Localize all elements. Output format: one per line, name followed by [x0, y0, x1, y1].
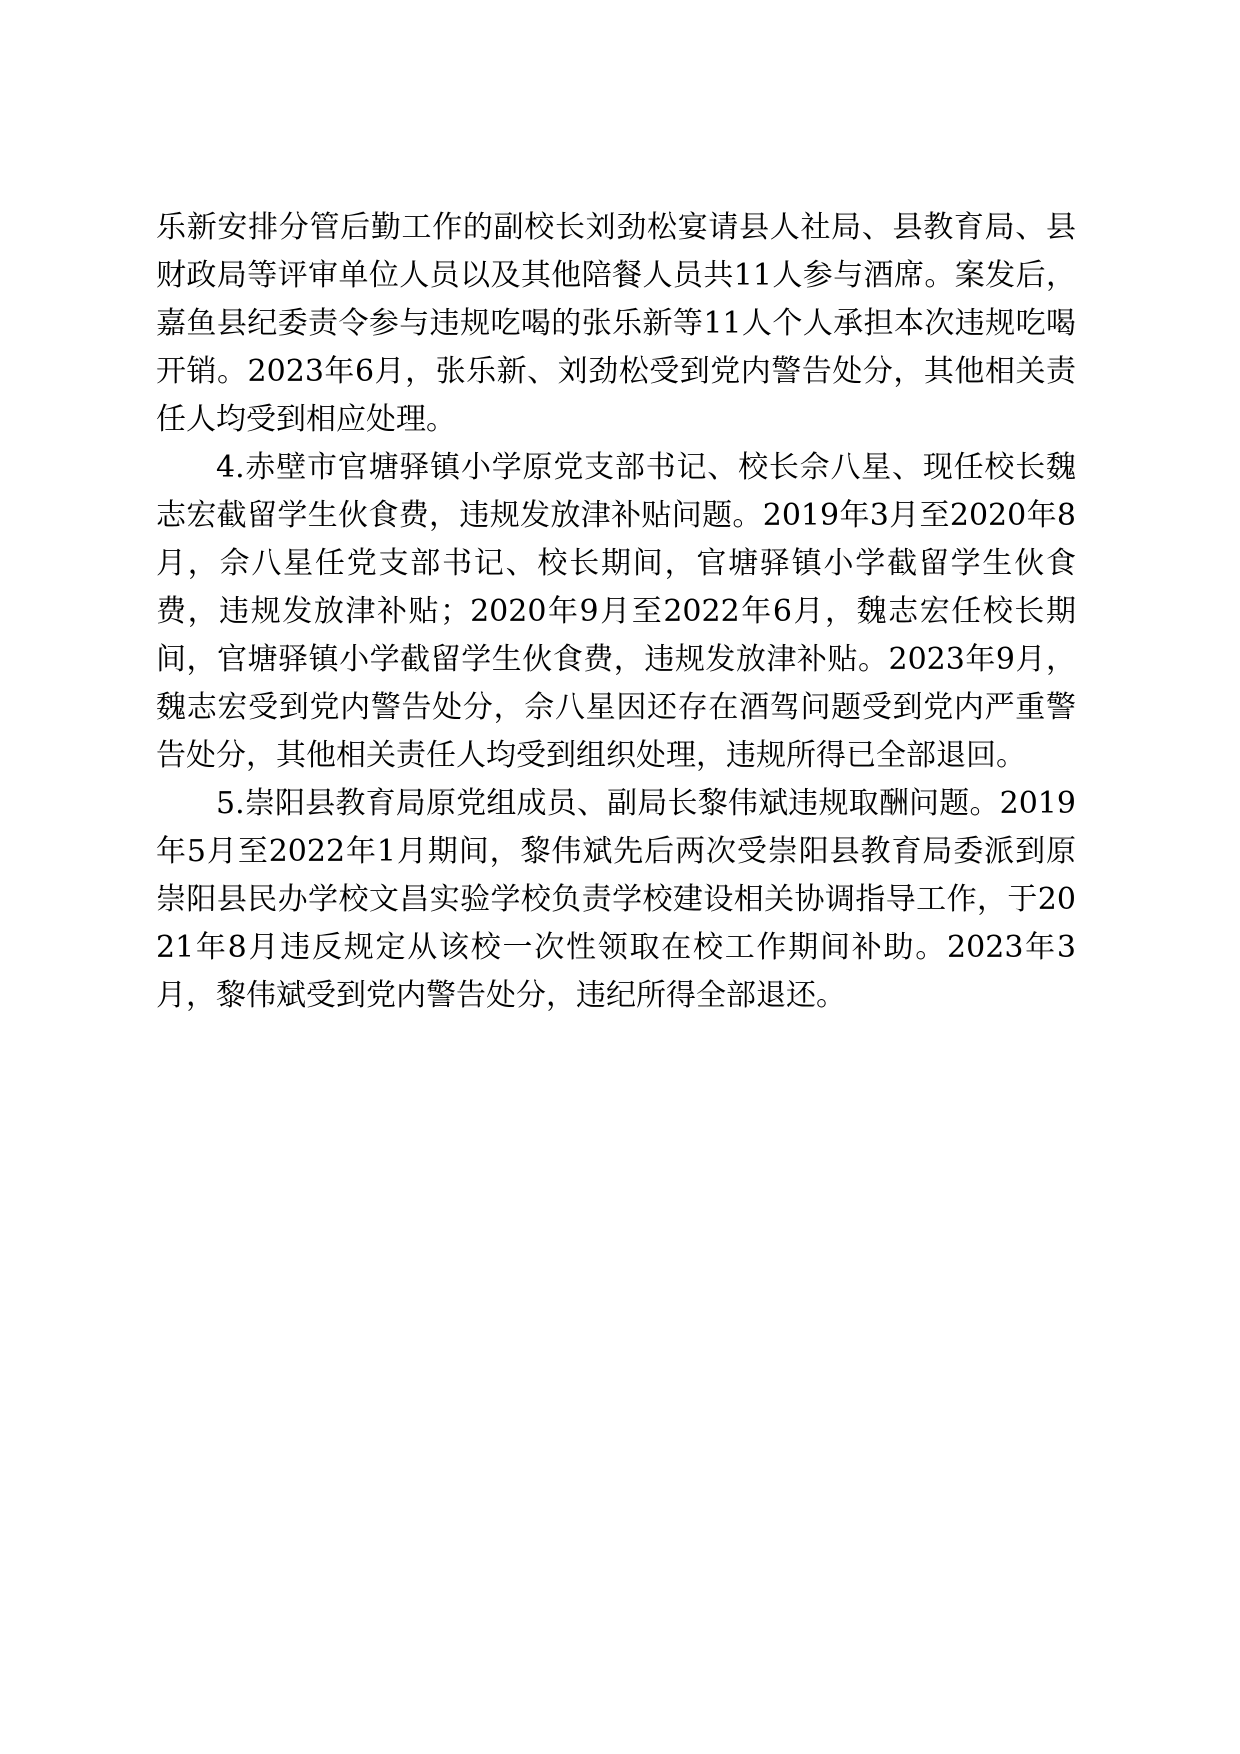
paragraph-item-5: 5.崇阳县教育局原党组成员、副局长黎伟斌违规取酬问题。2019年5月至2022年1月期间，黎伟斌先后两次受崇阳县教育局委派到原崇阳县民办学校文昌实验学校负责学校建设相关协调指导工作，于2021年8月违反规定从该校一次性领取在校工作期间补助。2023年3月，黎伟斌受到党内警告处分，违纪所得全部退还。 — [156, 786, 1076, 1013]
document-body — [156, 204, 1076, 1020]
paragraph-item-4: 4.赤壁市官塘驿镇小学原党支部书记、校长佘八星、现任校长魏志宏截留学生伙食费，违规发放津补贴问题。2019年3月至2020年8月，佘八星任党支部书记、校长期间，官塘驿镇小学截留学生伙食费，违规发放津补贴；2020年9月至2022年6月，魏志宏任校长期间，官塘驿镇小学截留学生伙食费，违规发放津补贴。2023年9月，魏志宏受到党内警告处分，佘八星因还存在酒驾问题受到党内严重警告处分，其他相关责任人均受到组织处理，违规所得已全部退回。 — [156, 450, 1076, 773]
paragraph-continued: 乐新安排分管后勤工作的副校长刘劲松宴请县人社局、县教育局、县财政局等评审单位人员以及其他陪餐人员共11人参与酒席。案发后，嘉鱼县纪委责令参与违规吃喝的张乐新等11人个人承担本次违规吃喝开销。2023年6月，张乐新、刘劲松受到党内警告处分，其他相关责任人均受到相应处理。 — [156, 210, 1076, 437]
